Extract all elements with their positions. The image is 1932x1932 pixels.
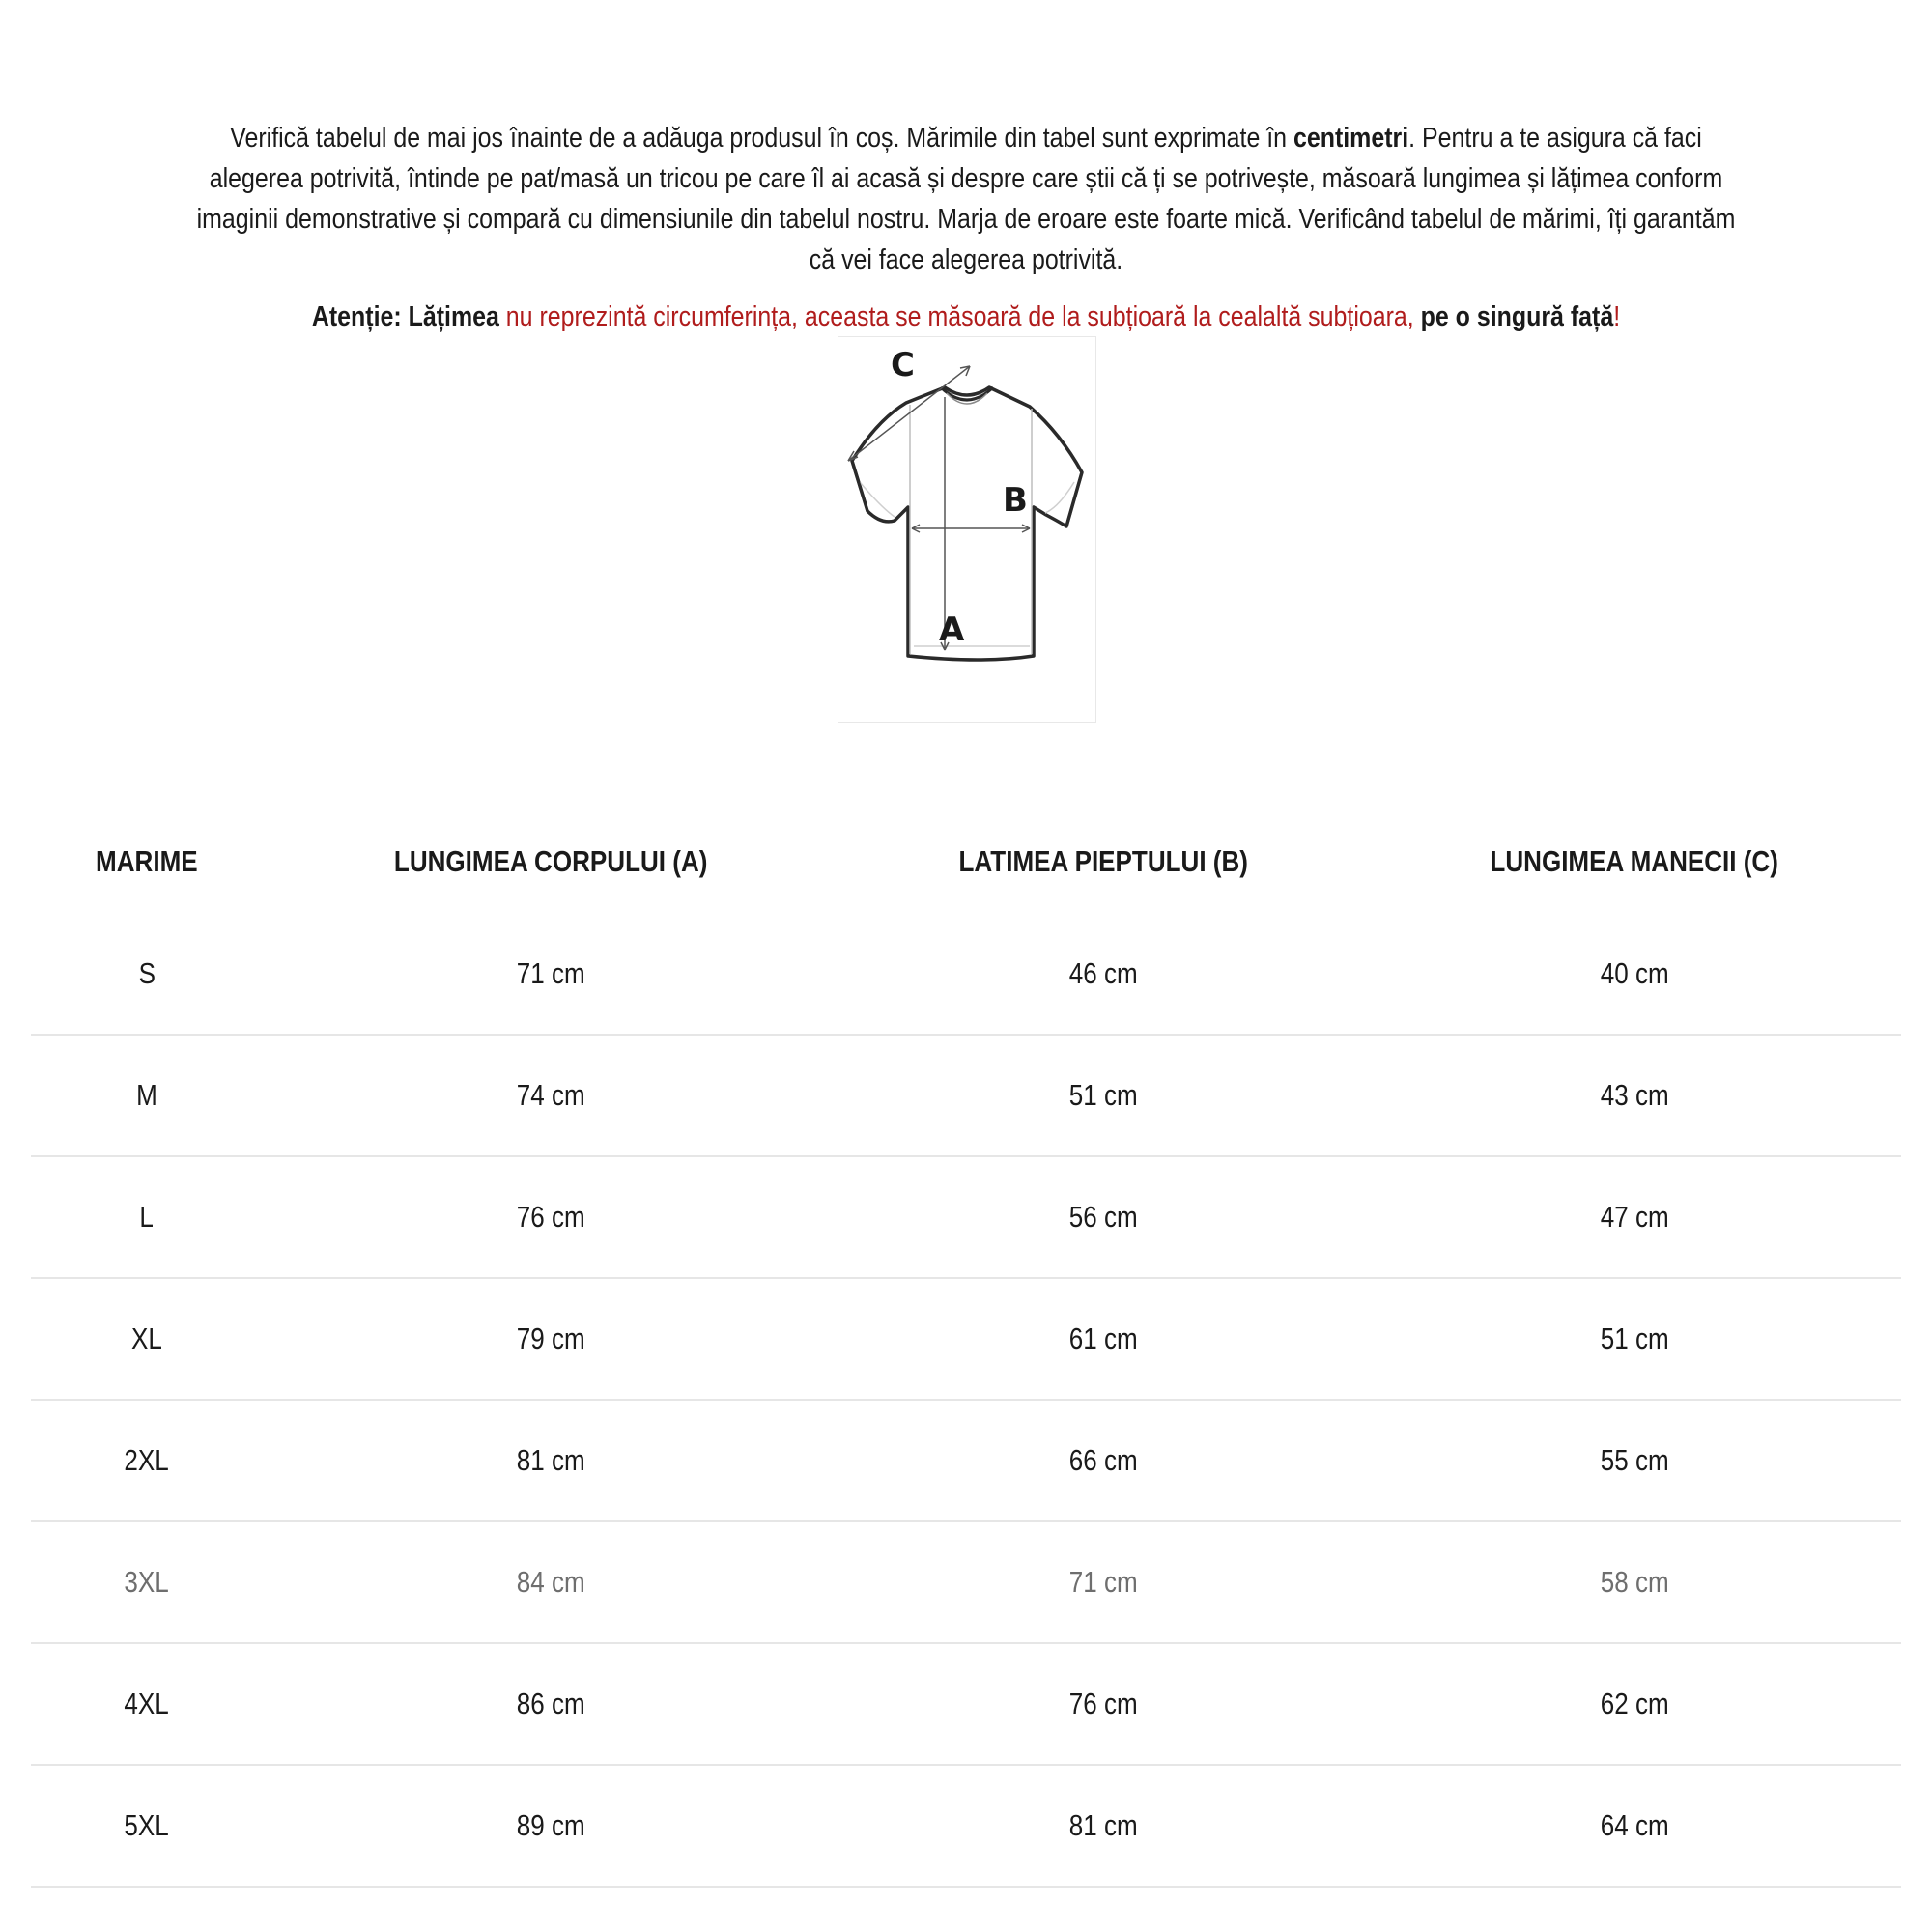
warning-note — [185, 298, 1747, 336]
cell-body-length: 76 cm — [263, 1156, 838, 1278]
header-size: MARIME — [96, 844, 198, 878]
cell-sleeve-length: 55 cm — [1368, 1400, 1901, 1521]
cell-size: 4XL — [31, 1643, 263, 1765]
header-sleeve-length: LUNGIMEA MANECII (C) — [1490, 844, 1779, 878]
cell-size: M — [31, 1035, 263, 1156]
cell-size: S — [31, 914, 263, 1035]
cell-body-length: 81 cm — [263, 1400, 838, 1521]
cell-body-length: 84 cm — [263, 1521, 838, 1643]
cell-body-length: 89 cm — [263, 1765, 838, 1887]
cell-size: 2XL — [31, 1400, 263, 1521]
cell-body-length: 79 cm — [263, 1278, 838, 1400]
cell-chest-width: 71 cm — [838, 1521, 1368, 1643]
cell-chest-width: 46 cm — [838, 914, 1368, 1035]
table-row — [31, 914, 1901, 1035]
intro-text-part2: . Pentru a te asigura că faci alegerea potrivită, întinde pe pat/masă un tricou pe care îl ai acasă și despre care știi că ți se potrivește, măsoară lungimea și lățimea conform imaginii demonstrative și compară cu dimensiunile din tabelul nostru. Marja de eroare este foarte mică. Verificând tabelul de mărimi, îți garantăm că vei face alegerea potrivită. — [196, 123, 1736, 275]
table-row — [31, 1035, 1901, 1156]
cell-size: XL — [31, 1278, 263, 1400]
table-row — [31, 1156, 1901, 1278]
cell-sleeve-length: 62 cm — [1368, 1643, 1901, 1765]
diagram-label-b: B — [1003, 481, 1028, 520]
cell-sleeve-length: 47 cm — [1368, 1156, 1901, 1278]
warning-bold-end: pe o singură față — [1413, 301, 1614, 332]
cell-size: 5XL — [31, 1765, 263, 1887]
header-chest-width: LATIMEA PIEPTULUI (B) — [958, 844, 1248, 878]
table-row — [31, 1400, 1901, 1521]
cell-sleeve-length: 43 cm — [1368, 1035, 1901, 1156]
cell-chest-width: 76 cm — [838, 1643, 1368, 1765]
tshirt-measurement-diagram — [838, 336, 1096, 723]
cell-sleeve-length: 58 cm — [1368, 1521, 1901, 1643]
tshirt-icon — [838, 337, 1095, 722]
table-header-row — [31, 810, 1901, 914]
cell-sleeve-length: 64 cm — [1368, 1765, 1901, 1887]
cell-chest-width: 81 cm — [838, 1765, 1368, 1887]
table-row — [31, 1278, 1901, 1400]
cell-body-length: 86 cm — [263, 1643, 838, 1765]
table-row — [31, 1765, 1901, 1887]
diagram-label-a: A — [939, 611, 965, 649]
cell-sleeve-length: 40 cm — [1368, 914, 1901, 1035]
diagram-label-c: C — [891, 346, 915, 384]
cell-body-length: 71 cm — [263, 914, 838, 1035]
size-chart-table — [31, 810, 1901, 1888]
cell-chest-width: 56 cm — [838, 1156, 1368, 1278]
warning-red-middle: nu reprezintă circumferința, aceasta se măsoară de la subțioară la cealaltă subțioara, — [498, 301, 1414, 332]
cell-chest-width: 51 cm — [838, 1035, 1368, 1156]
cell-chest-width: 61 cm — [838, 1278, 1368, 1400]
table-row — [31, 1643, 1901, 1765]
header-body-length: LUNGIMEA CORPULUI (A) — [393, 844, 708, 878]
intro-text-part1: Verifică tabelul de mai jos înainte de a adăuga produsul în coș. Mărimile din tabel sunt exprimate în — [230, 123, 1293, 154]
warning-bold-start: Atenție: Lățimea — [311, 301, 499, 332]
cell-chest-width: 66 cm — [838, 1400, 1368, 1521]
cell-size: 3XL — [31, 1521, 263, 1643]
table-row — [31, 1521, 1901, 1643]
cell-sleeve-length: 51 cm — [1368, 1278, 1901, 1400]
warning-red-end: ! — [1613, 301, 1621, 332]
cell-body-length: 74 cm — [263, 1035, 838, 1156]
cell-size: L — [31, 1156, 263, 1278]
intro-paragraph — [185, 118, 1747, 280]
intro-text-bold: centimetri — [1293, 123, 1409, 154]
